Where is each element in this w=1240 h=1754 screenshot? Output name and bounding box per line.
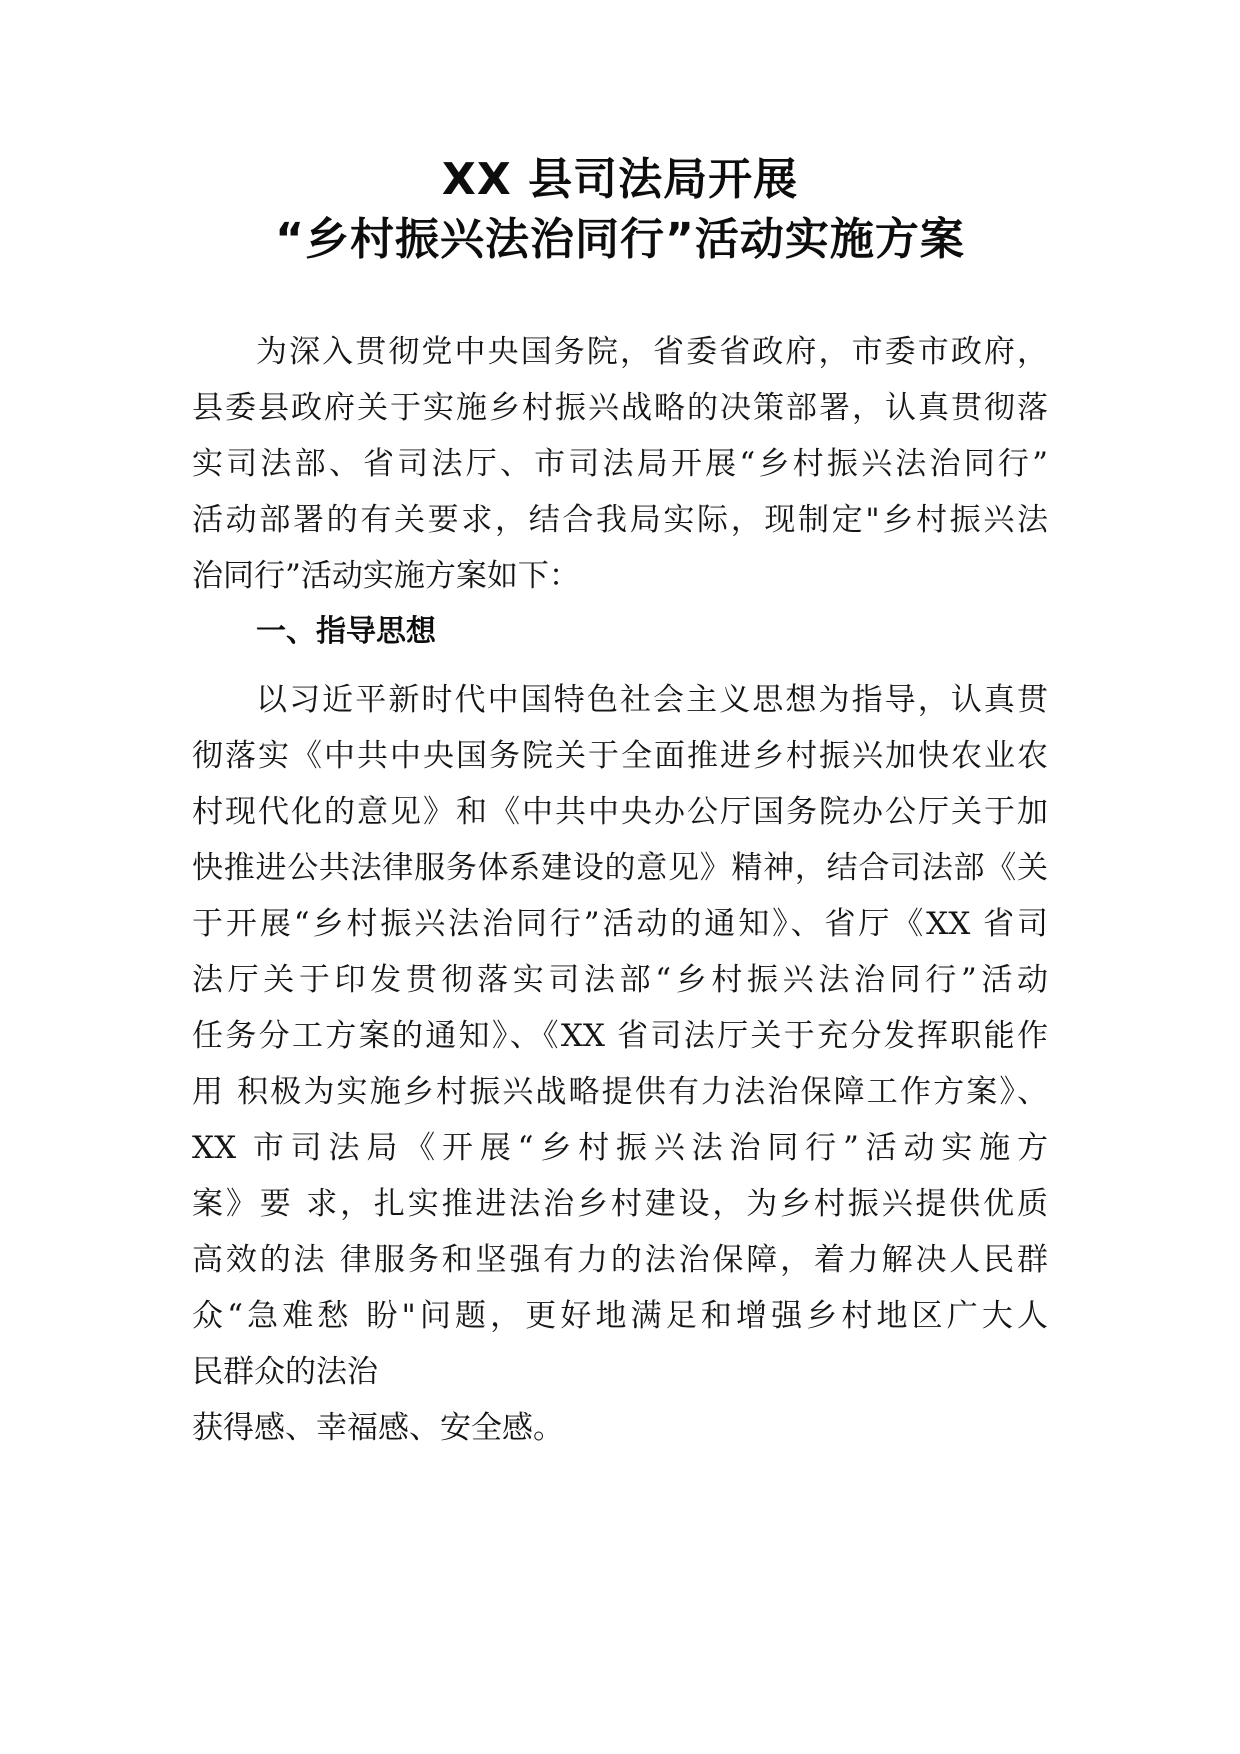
section1-line: 案》要 求，扎实推进法治乡村建设，为乡村振兴提供优质 <box>192 1186 1048 1222</box>
section1-line: 获得感、幸福感、安全感。 <box>192 1410 564 1446</box>
section1-line: 用 积极为实施乡村振兴战略提供有力法治保障工作方案》、 <box>192 1074 1048 1110</box>
section1-line: 村现代化的意见》和《中共中央办公厅国务院办公厅关于加 <box>192 794 1048 830</box>
intro-line: 实司法部、省司法厅、市司法局开展“乡村振兴法治同行” <box>192 446 1048 482</box>
section1-line: 任务分工方案的通知》、《XX 省司法厅关于充分发挥职能作 <box>192 1018 1048 1054</box>
section1-line: 快推进公共法律服务体系建设的意见》精神，结合司法部《关 <box>192 850 1048 886</box>
section1-line: 以习近平新时代中国特色社会主义思想为指导，认真贯 <box>256 682 1048 718</box>
document-title-line-2: “乡村振兴法治同行”活动实施方案 <box>275 214 965 265</box>
section1-line: 高效的法 律服务和坚强有力的法治保障，着力解决人民群 <box>192 1242 1048 1278</box>
section1-line: 于开展“乡村振兴法治同行”活动的通知》、省厅《XX 省司 <box>192 906 1048 942</box>
section1-line: 法厅关于印发贯彻落实司法部“乡村振兴法治同行”活动 <box>192 962 1048 998</box>
intro-line: 为深入贯彻党中央国务院，省委省政府，市委市政府， <box>256 334 1048 370</box>
section1-line: 众“急难愁 盼"问题，更好地满足和增强乡村地区广大人 <box>192 1298 1048 1334</box>
intro-line: 治同行”活动实施方案如下： <box>192 558 580 594</box>
document-title-line-1: XX 县司法局开展 <box>441 154 799 205</box>
section-heading-guiding-thought: 一、指导思想 <box>256 614 436 649</box>
intro-line: 县委县政府关于实施乡村振兴战略的决策部署，认真贯彻落 <box>192 390 1048 426</box>
section1-line: 民群众的法治 <box>192 1354 378 1390</box>
section1-line: 彻落实《中共中央国务院关于全面推进乡村振兴加快农业农 <box>192 738 1048 774</box>
section1-line: XX 市司法局《开展“乡村振兴法治同行”活动实施方 <box>192 1130 1048 1166</box>
intro-line: 活动部署的有关要求，结合我局实际，现制定"乡村振兴法 <box>192 502 1048 538</box>
